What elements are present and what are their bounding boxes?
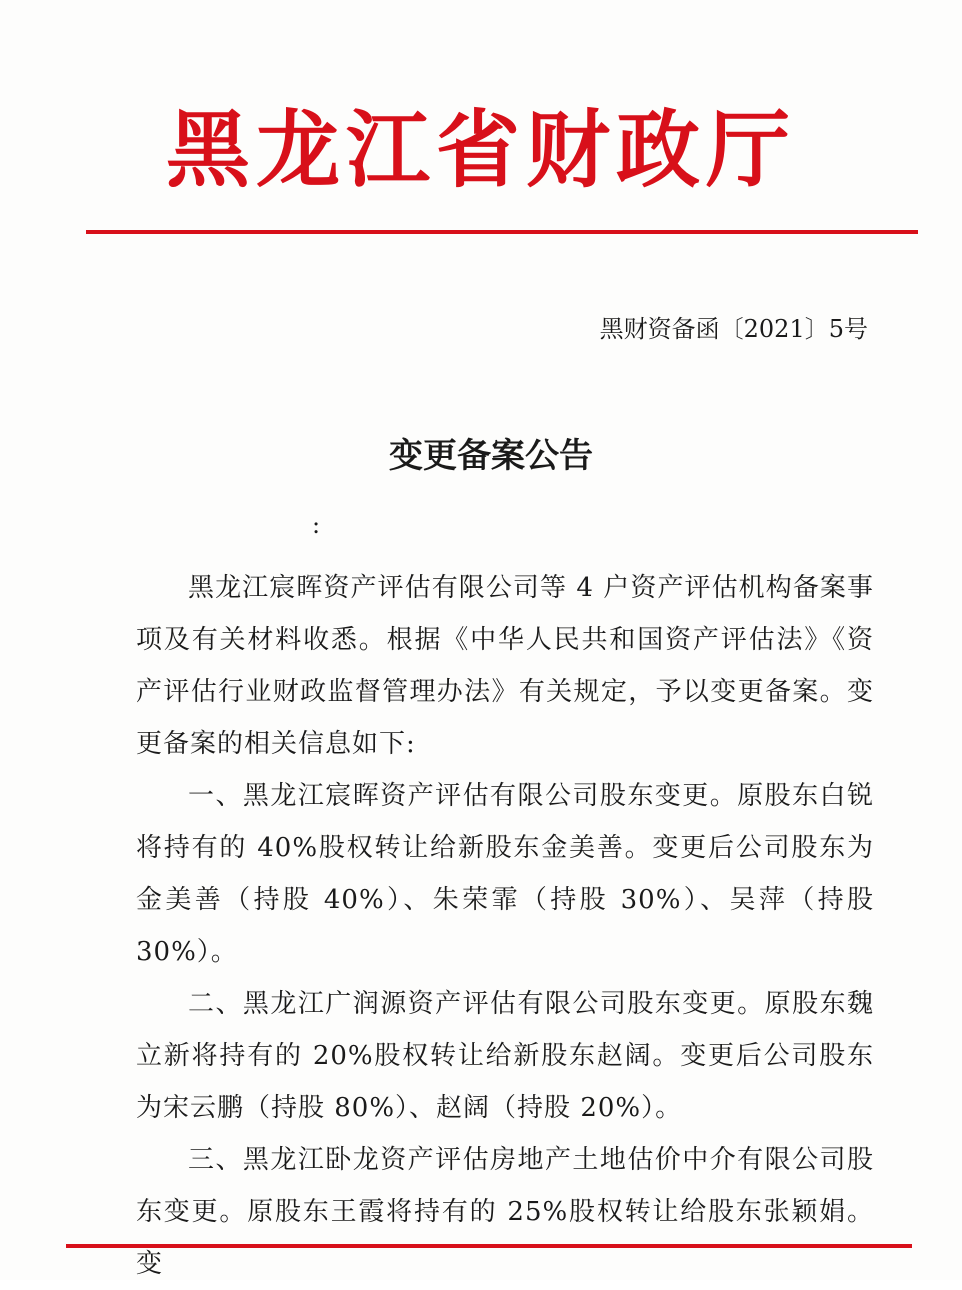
document-number: 黑财资备函〔2021〕5号 xyxy=(599,315,868,343)
notice-title: 变更备案公告 xyxy=(389,436,593,476)
header-red-rule xyxy=(86,230,918,234)
body-paragraph-item-1: 一、黑龙江宸晖资产评估有限公司股东变更。原股东白锐将持有的 40%股权转让给新股东金美善。变更后公司股东为金美善（持股 40%）、朱荣霏（持股 30%）、吴萍（持股 30%）。 xyxy=(136,781,874,967)
salutation-colon: : xyxy=(312,511,321,539)
agency-header-title: 黑龙江省财政厅 xyxy=(165,101,796,199)
notice-body xyxy=(136,562,874,1290)
body-paragraph-item-3: 三、黑龙江卧龙资产评估房地产土地估价中介有限公司股东变更。原股东王霞将持有的 25%股权转让给股东张颖娟。变 xyxy=(136,1145,874,1279)
footer-red-rule xyxy=(66,1244,912,1248)
body-paragraph-item-2: 二、黑龙江广润源资产评估有限公司股东变更。原股东魏立新将持有的 20%股权转让给新股东赵阔。变更后公司股东为宋云鹏（持股 80%）、赵阔（持股 20%）。 xyxy=(136,989,874,1123)
body-paragraph-intro: 黑龙江宸晖资产评估有限公司等 4 户资产评估机构备案事项及有关材料收悉。根据《中华人民共和国资产评估法》《资产评估行业财政监督管理办法》有关规定，予以变更备案。变更备案的相关信息如下: xyxy=(136,573,874,759)
